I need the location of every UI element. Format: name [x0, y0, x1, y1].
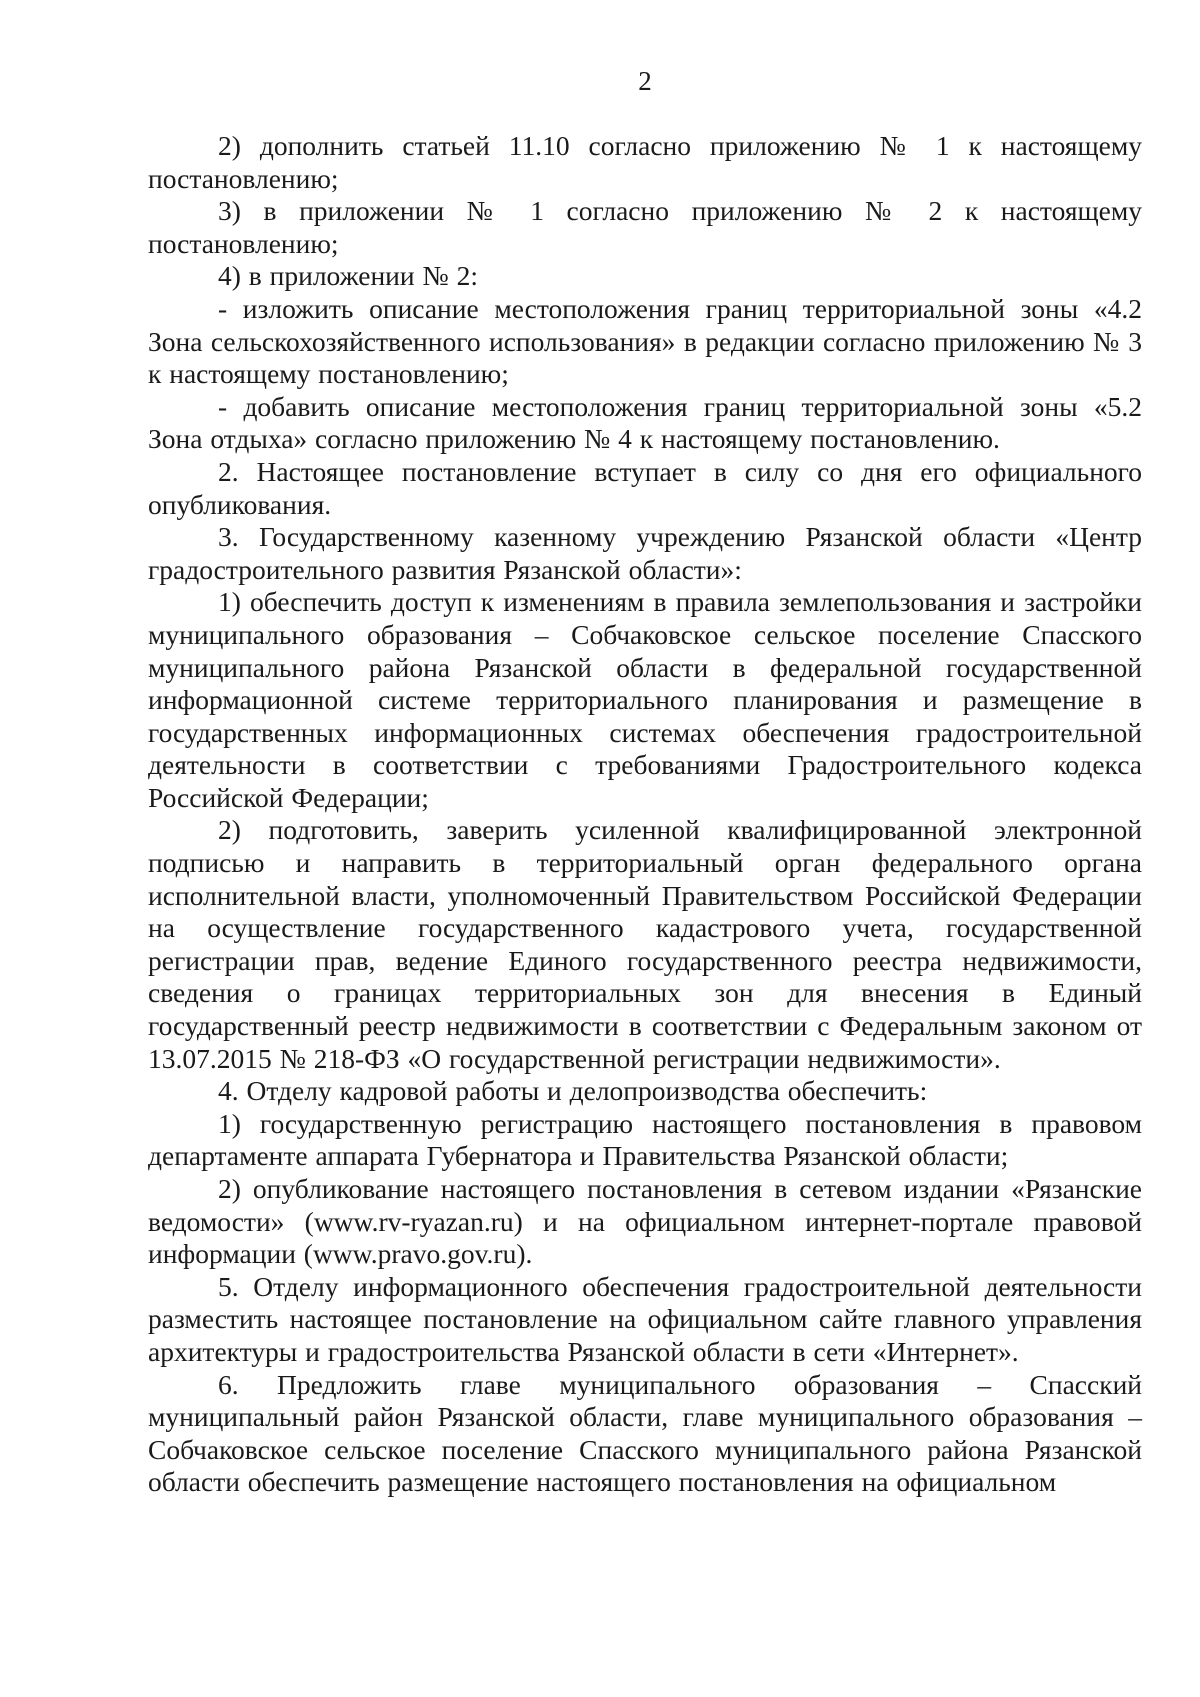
paragraph-amend-3: 3) в приложении № 1 согласно приложению № 2 к настоящему постановлению;: [148, 195, 1142, 259]
paragraph-clause-4-item-2: 2) опубликование настоящего постановления в сетевом издании «Рязанские ведомости» (www.rv-ryazan.ru) и на официальном интернет-портале правовой информации (www.pravo.gov.ru).: [148, 1173, 1142, 1270]
paragraph-amend-4-zone-4-2: - изложить описание местоположения границ территориальной зоны «4.2 Зона сельскохозяйственного использования» в редакции согласно приложению № 3 к настоящему постановлению;: [148, 292, 1142, 390]
paragraph-clause-3: 3. Государственному казенному учреждению Рязанской области «Центр градостроительного развития Рязанской области»:: [148, 521, 1142, 585]
paragraph-amend-2: 2) дополнить статьей 11.10 согласно приложению № 1 к настоящему постановлению;: [148, 130, 1142, 194]
paragraph-clause-3-item-2: 2) подготовить, заверить усиленной квалифицированной электронной подписью и направить в территориальный орган федерального органа исполнительной власти, уполномоченный Правительством Российской Федерации на осуществление государственного кадастрового учета, государственной регистрации прав, ведение Единого государственного реестра недвижимости, сведения о границах территориальных зон для внесения в Единый государственный реестр недвижимости в соответствии с Федеральным законом от 13.07.2015 № 218-ФЗ «О государственной регистрации недвижимости».: [148, 814, 1142, 1074]
paragraph-clause-4: 4. Отделу кадровой работы и делопроизводства обеспечить:: [218, 1075, 928, 1107]
document-body: [148, 130, 1142, 1499]
paragraph-clause-5: 5. Отделу информационного обеспечения градостроительной деятельности разместить настоящее постановление на официальном сайте главного управления архитектуры и градостроительства Рязанской области в сети «Интернет».: [148, 1270, 1142, 1367]
paragraph-clause-4-item-1: 1) государственную регистрацию настоящего постановления в правовом департаменте аппарата Губернатора и Правительства Рязанской области;: [148, 1107, 1142, 1172]
page-number: 2: [638, 66, 652, 96]
paragraph-clause-3-item-1: 1) обеспечить доступ к изменениям в правила землепользования и застройки муниципального образования – Собчаковское сельское поселение Спасского муниципального района Рязанской области в федеральной государственной информационной системе территориального планирования и размещение в государственных информационных системах обеспечения градостроительной деятельности в соответствии с требованиями Градостроительного кодекса Российской Федерации;: [148, 586, 1142, 813]
paragraph-clause-6: 6. Предложить главе муниципального образования – Спасский муниципальный район Рязанской области, главе муниципального образования – Собчаковское сельское поселение Спасского муниципального района Рязанской области обеспечить размещение настоящего постановления на официальном: [148, 1368, 1142, 1498]
paragraph-amend-4: 4) в приложении № 2:: [218, 260, 478, 292]
paragraph-amend-4-zone-5-2: - добавить описание местоположения границ территориальной зоны «5.2 Зона отдыха» согласно приложению № 4 к настоящему постановлению.: [148, 390, 1142, 455]
paragraph-clause-2: 2. Настоящее постановление вступает в силу со дня его официального опубликования.: [148, 455, 1142, 520]
